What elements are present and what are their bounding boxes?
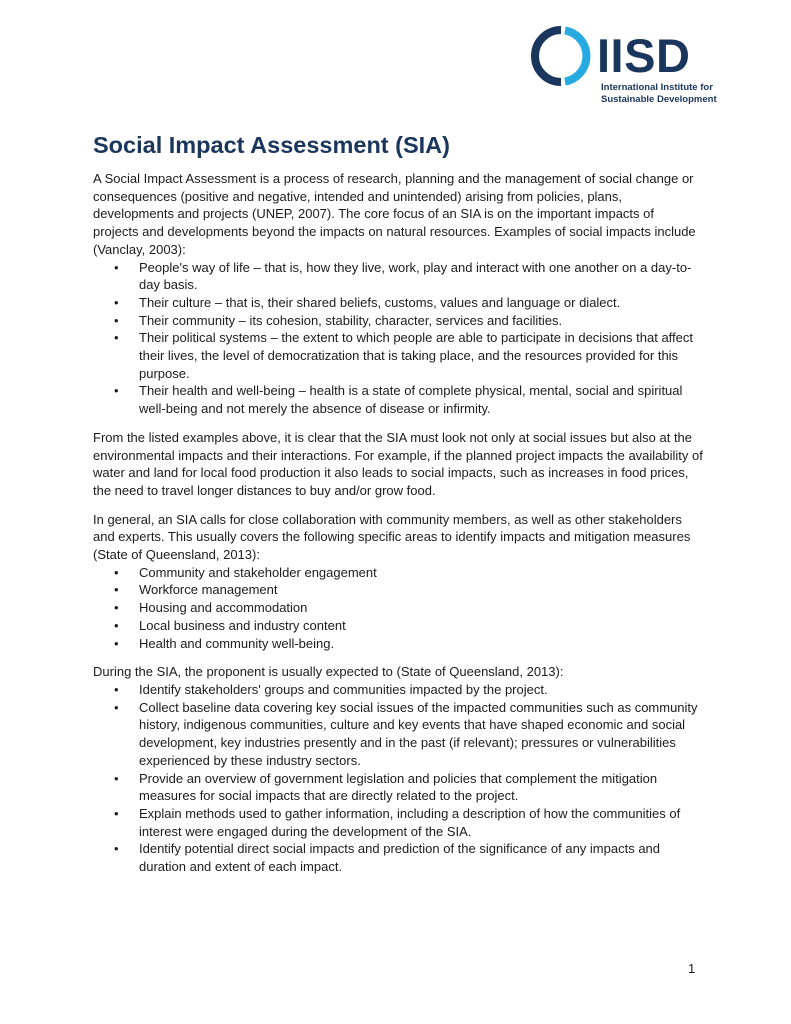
list-item: • Collect baseline data covering key social issues of the impacted communities such as community history, indigenous communities, culture and key events that have shaped economic and social development, key industries presently and in the past (if relevant); pressures or vulnerabilities experienced by these industry sectors. [139, 699, 703, 770]
logo-acronym: IISD [597, 29, 691, 82]
collaboration-paragraph: In general, an SIA calls for close collaboration with community members, as well as other stakeholders and experts. This usually covers the following specific areas to identify impacts and mitigation measures (State of Queensland, 2013): [93, 511, 691, 563]
iisd-logo [531, 24, 721, 108]
iisd-ring-icon [531, 26, 591, 86]
intro-paragraph: A Social Impact Assessment is a process of research, planning and the management of social change or consequences (positive and negative, intended and unintended) arising from policies, plans, developments and projects (UNEP, 2007). The core focus of an SIA is on the important impacts of projects and developments beyond the impacts on natural resources. Examples of social impacts include (Vanclay, 2003): [93, 171, 696, 257]
environment-paragraph: From the listed examples above, it is clear that the SIA must look not only at social issues but also at the environmental impacts and their interactions. For example, if the planned project impacts the availability of water and land for local food production it also leads to social impacts, such as increases in food prices, the need to travel longer distances to buy and/or grow food. [93, 429, 703, 498]
logo-name [601, 82, 717, 106]
list-item: • Housing and accommodation [139, 599, 703, 617]
logo-name-line2: Sustainable Development [601, 94, 717, 105]
page-title: Social Impact Assessment (SIA) [93, 132, 450, 158]
document-body [93, 170, 703, 876]
proponent-paragraph: During the SIA, the proponent is usually expected to (State of Queensland, 2013): [93, 664, 564, 680]
list-item: • Provide an overview of government legislation and policies that complement the mitigation measures for social impacts that are directly related to the project. [139, 770, 703, 805]
list-item: • People's way of life – that is, how they live, work, play and interact with one another on a day-to-day basis. [139, 259, 703, 294]
proponent-tasks-list [93, 681, 703, 876]
list-item: • Health and community well-being. [139, 635, 703, 653]
list-item: • Their community – its cohesion, stability, character, services and facilities. [139, 312, 703, 330]
social-impacts-list [93, 259, 703, 418]
list-item: • Community and stakeholder engagement [139, 564, 703, 582]
list-item: • Workforce management [139, 581, 703, 599]
list-item: • Local business and industry content [139, 617, 703, 635]
page-number: 1 [688, 961, 696, 976]
specific-areas-list [93, 564, 703, 653]
list-item: • Explain methods used to gather information, including a description of how the communities of interest were engaged during the development of the SIA. [139, 805, 703, 840]
list-item: • Identify potential direct social impacts and prediction of the significance of any impacts and duration and extent of each impact. [139, 840, 703, 875]
list-item: • Their health and well-being – health is a state of complete physical, mental, social and spiritual well-being and not merely the absence of disease or infirmity. [139, 382, 703, 417]
list-item: • Their culture – that is, their shared beliefs, customs, values and language or dialect. [139, 294, 703, 312]
logo-name-line1: International Institute for [601, 82, 713, 93]
list-item: • Their political systems – the extent to which people are able to participate in decisions that affect their lives, the level of democratization that is taking place, and the resources provided for this purpose. [139, 329, 703, 382]
list-item: • Identify stakeholders' groups and communities impacted by the project. [139, 681, 703, 699]
